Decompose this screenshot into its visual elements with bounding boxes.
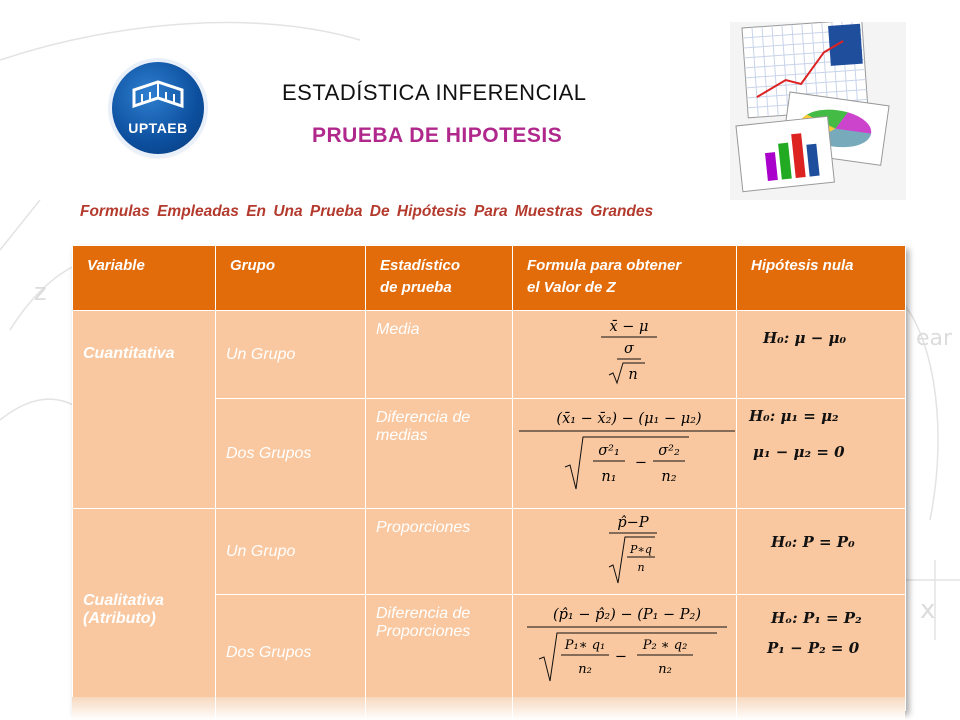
hypothesis-diferencia-medias xyxy=(737,399,906,509)
f4-a-top: P₁∗ q₁ xyxy=(564,638,606,653)
formula-proporciones xyxy=(513,509,737,595)
header-formula: Formula para obtener el Valor de Z xyxy=(513,246,737,311)
table-caption: Formulas Empleadas En Una Prueba De Hipótesis Para Muestras Grandes xyxy=(80,203,654,220)
table-header-row xyxy=(73,246,906,311)
h0-diff-prop-zero: P₁ − P₂ = 0 xyxy=(767,639,860,657)
f2-numerator: (x̄₁ − x̄₂) − (μ₁ − μ₂) xyxy=(556,411,702,427)
formula-diff-medias-svg xyxy=(513,405,737,497)
formula-diff-prop-svg xyxy=(513,601,737,691)
formula-media xyxy=(513,311,737,399)
f2-a-top: σ²₁ xyxy=(598,443,620,459)
f1-sigma: σ xyxy=(624,341,634,357)
table-bottom-fade xyxy=(72,697,905,720)
h0-diff-medias-zero: μ₁ − μ₂ = 0 xyxy=(753,443,845,461)
table-row xyxy=(73,509,906,595)
cell-dos-grupos: Dos Grupos xyxy=(216,399,366,509)
book-icon xyxy=(112,62,204,122)
f4-numerator: (p̂₁ − p̂₂) − (P₁ − P₂) xyxy=(552,607,702,623)
f3-in-top: P∗q xyxy=(630,543,652,556)
formula-diferencia-proporciones xyxy=(513,595,737,711)
h0-diff-medias: H₀: μ₁ = μ₂ xyxy=(749,407,839,425)
page-subtitle: PRUEBA DE HIPOTESIS xyxy=(312,124,563,147)
f3-in-bot: n xyxy=(637,561,645,574)
f1-n: n xyxy=(628,367,638,383)
statistics-charts-image xyxy=(730,22,906,200)
hypothesis-diferencia-proporciones xyxy=(737,595,906,711)
cell-media: Media xyxy=(366,311,513,399)
formula-media-svg xyxy=(513,317,737,387)
cell-diferencia-medias: Diferencia de medias xyxy=(366,399,513,509)
sketch-axis-z: z xyxy=(34,278,47,306)
h0-proporcion: H₀: P = P₀ xyxy=(771,533,855,551)
sketch-text-right: ear xyxy=(916,326,953,351)
logo-text: UPTAEB xyxy=(128,120,188,136)
sketch-axis-x: x xyxy=(920,595,936,625)
page-title: ESTADÍSTICA INFERENCIAL xyxy=(282,80,587,105)
f2-op: − xyxy=(634,455,648,471)
cell-proporciones: Proporciones xyxy=(366,509,513,595)
formula-prop-svg xyxy=(513,513,737,585)
cell-diferencia-proporciones: Diferencia de Proporciones xyxy=(366,595,513,711)
formula-diferencia-medias xyxy=(513,399,737,509)
cell-un-grupo-prop: Un Grupo xyxy=(216,509,366,595)
f2-b-top: σ²₂ xyxy=(658,443,680,459)
f4-b-bot: n₂ xyxy=(658,662,672,677)
formulas-table xyxy=(72,245,906,711)
header-hipotesis: Hipótesis nula xyxy=(737,246,906,311)
hypothesis-media xyxy=(737,311,906,399)
table-row xyxy=(73,311,906,399)
cell-un-grupo: Un Grupo xyxy=(216,311,366,399)
hypothesis-proporciones xyxy=(737,509,906,595)
f2-a-bot: n₁ xyxy=(601,469,617,485)
header-variable: Variable xyxy=(73,246,216,311)
f4-a-bot: n₂ xyxy=(578,662,592,677)
header-estadistico: Estadístico de prueba xyxy=(366,246,513,311)
h0-diff-prop: Hₒ: P₁ = P₂ xyxy=(771,609,862,627)
header-grupo: Grupo xyxy=(216,246,366,311)
cell-cualitativa: Cualitativa (Atributo) xyxy=(73,509,216,711)
cell-dos-grupos-prop: Dos Grupos xyxy=(216,595,366,711)
f4-b-top: P₂ ∗ q₂ xyxy=(642,638,688,653)
f4-op: − xyxy=(614,649,628,665)
h0-media: H₀: μ − μ₀ xyxy=(763,329,847,347)
f3-numerator: p̂−P xyxy=(617,515,649,531)
cell-cuantitativa: Cuantitativa xyxy=(73,311,216,509)
f1-numerator: x̄ − μ xyxy=(609,319,649,335)
uptaeb-logo xyxy=(112,62,204,154)
f2-b-bot: n₂ xyxy=(661,469,677,485)
